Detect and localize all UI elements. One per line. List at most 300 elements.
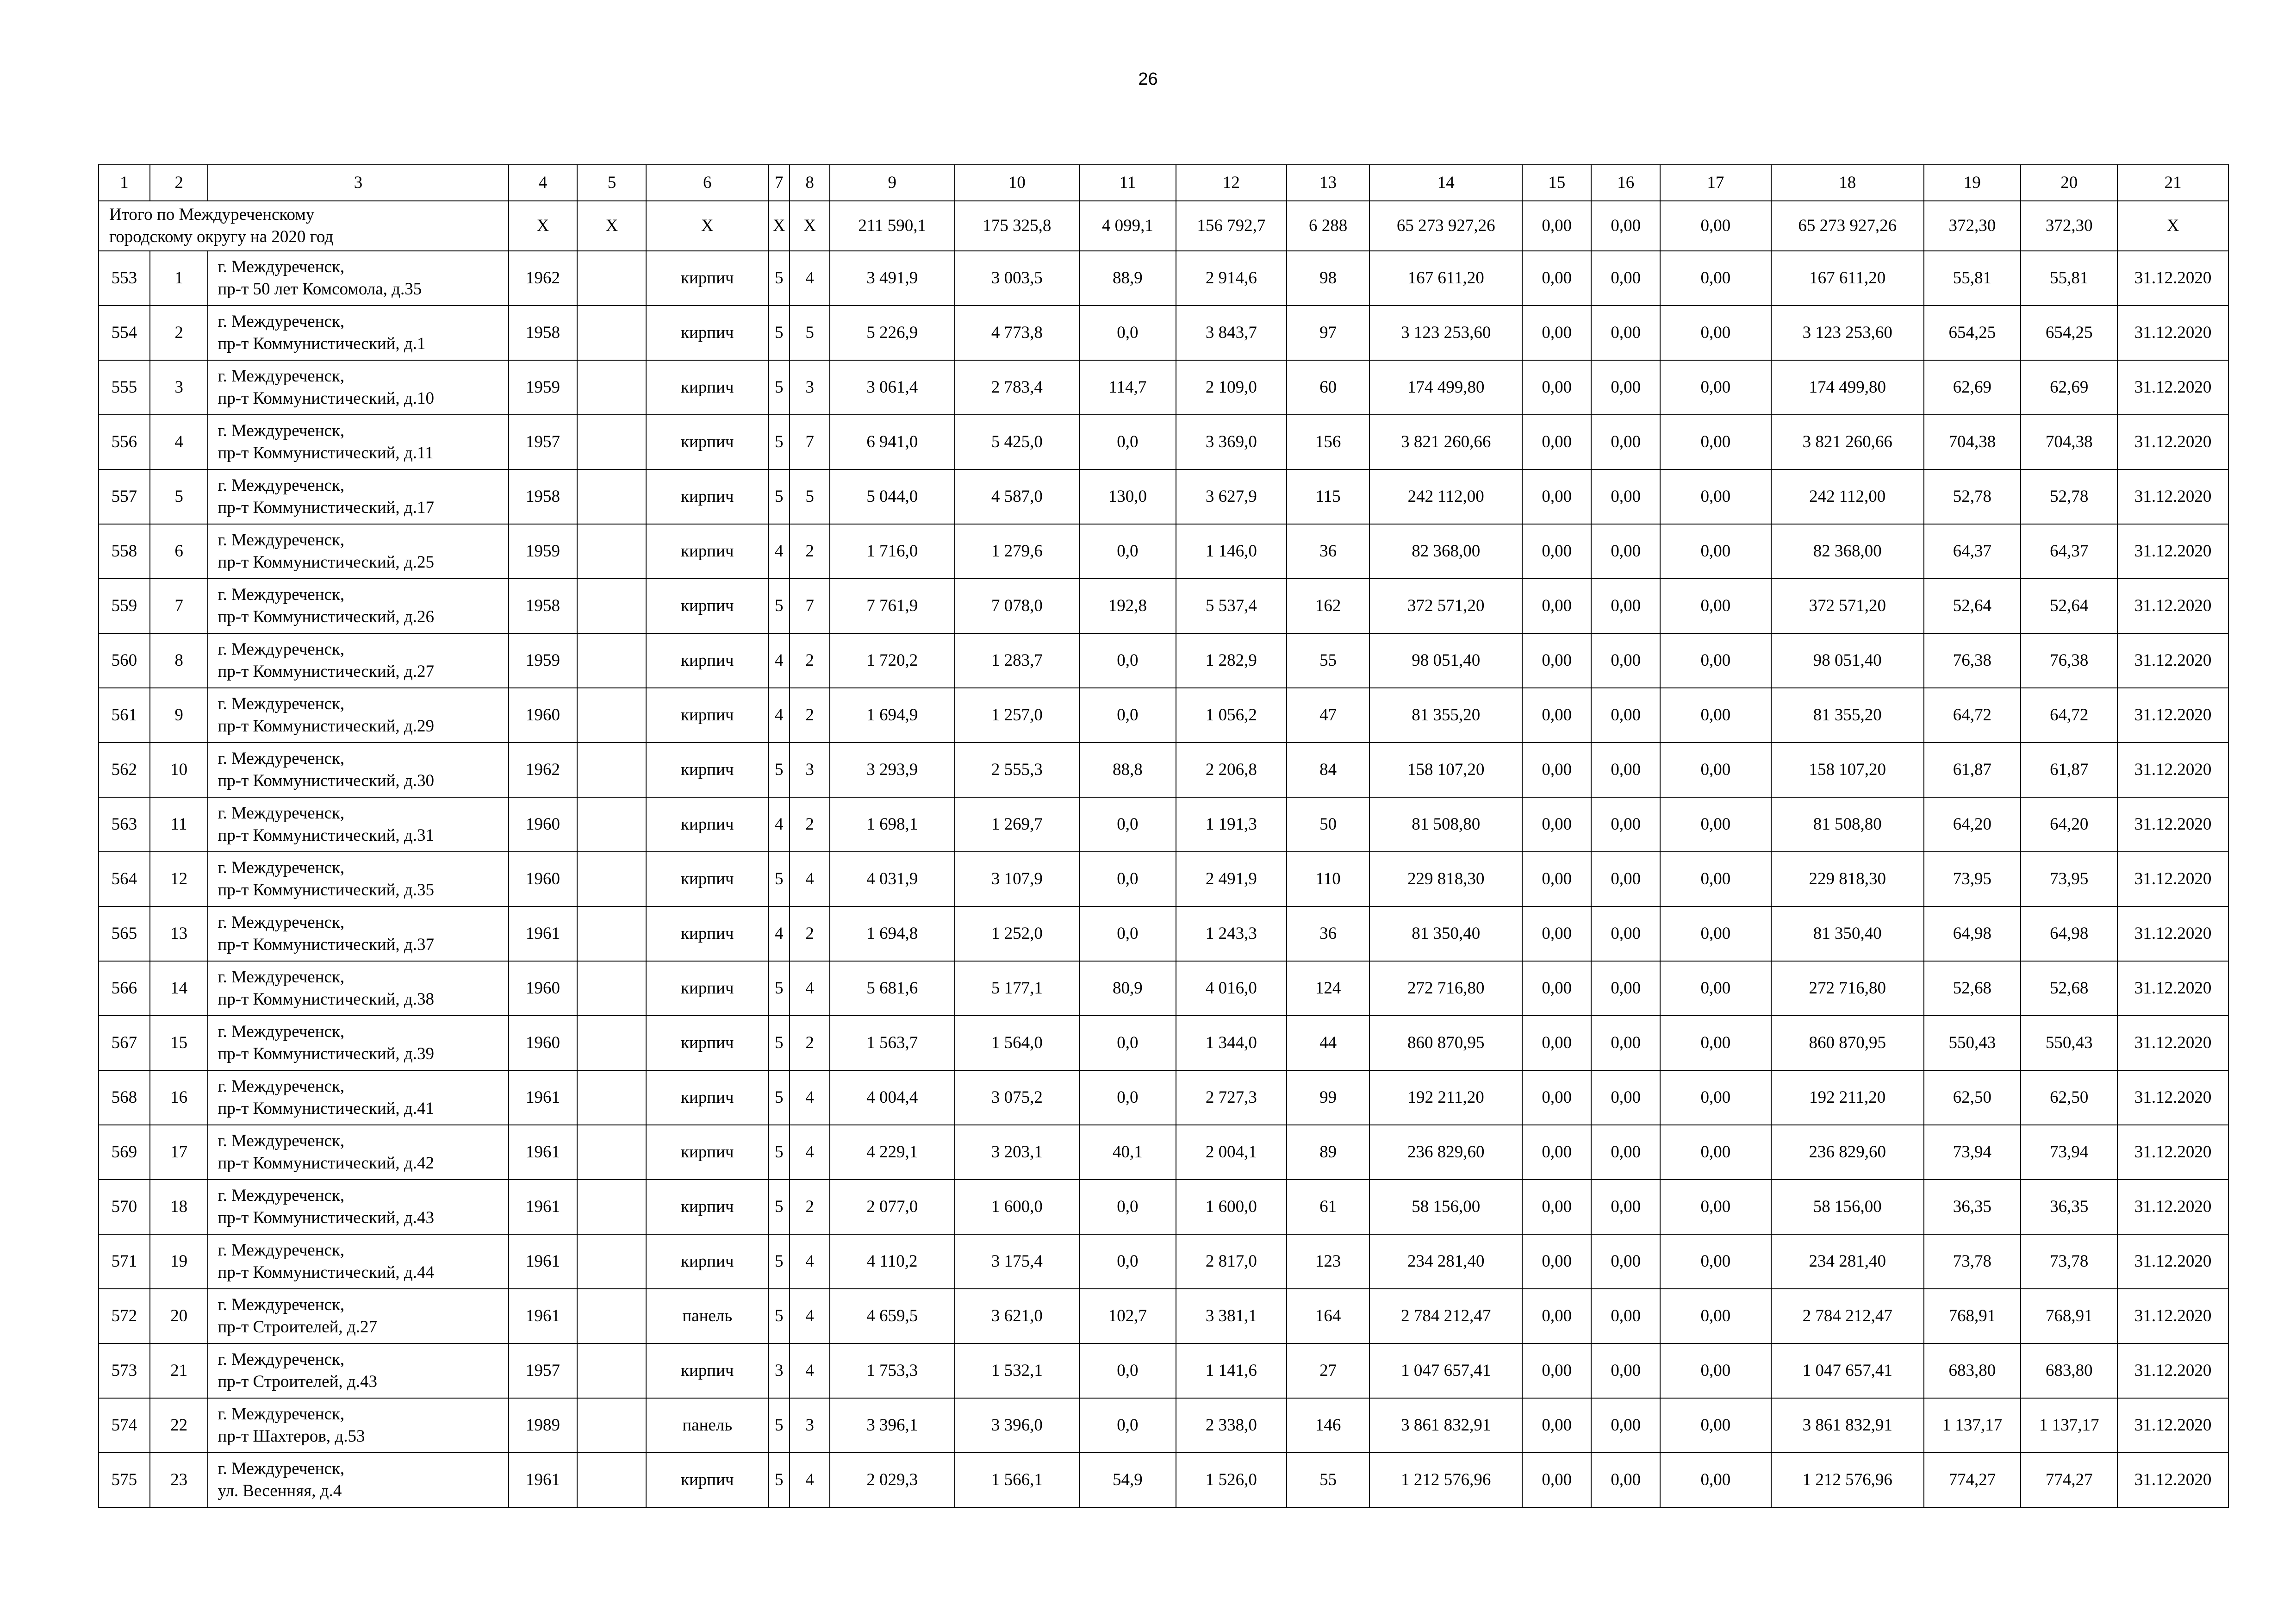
cell-col-11: 54,9 (1079, 1453, 1176, 1507)
cell-col-8: 2 (790, 797, 830, 852)
address-city: г. Междуреченск, (218, 858, 345, 877)
cell-col-4: 1958 (509, 579, 578, 633)
total-cell-col-13: 6 288 (1287, 201, 1369, 251)
address-street: пр-т Коммунистический, д.25 (218, 553, 434, 572)
table-row (99, 579, 2228, 633)
cell-col-13: 44 (1287, 1016, 1369, 1070)
cell-col-18: 860 870,95 (1771, 1016, 1924, 1070)
table-row (99, 360, 2228, 415)
cell-col-16: 0,00 (1591, 1070, 1660, 1125)
cell-col-15: 0,00 (1522, 306, 1591, 360)
cell-col-18: 81 355,20 (1771, 688, 1924, 743)
cell-col-8: 4 (790, 852, 830, 906)
cell-col-6: кирпич (646, 524, 768, 579)
cell-col-4: 1959 (509, 360, 578, 415)
cell-col-20: 73,94 (2021, 1125, 2117, 1180)
cell-col-15: 0,00 (1522, 469, 1591, 524)
cell-col-11: 114,7 (1079, 360, 1176, 415)
address-city: г. Междуреченск, (218, 694, 345, 713)
address-cell (208, 1016, 508, 1070)
address-cell (208, 633, 508, 688)
cell-col-8: 2 (790, 633, 830, 688)
cell-col-17: 0,00 (1660, 360, 1771, 415)
cell-col-21: 31.12.2020 (2117, 1343, 2228, 1398)
cell-col-11: 88,9 (1079, 251, 1176, 306)
cell-col-20: 73,95 (2021, 852, 2117, 906)
cell-col-8: 4 (790, 961, 830, 1016)
cell-col-13: 146 (1287, 1398, 1369, 1453)
cell-col-6: кирпич (646, 906, 768, 961)
cell-col-12: 2 817,0 (1176, 1234, 1287, 1289)
cell-col-14: 82 368,00 (1369, 524, 1522, 579)
cell-col-17: 0,00 (1660, 1453, 1771, 1507)
cell-col-1: 557 (99, 469, 150, 524)
address-cell (208, 1398, 508, 1453)
cell-col-10: 5 177,1 (955, 961, 1080, 1016)
cell-col-2: 6 (150, 524, 208, 579)
cell-col-6: кирпич (646, 1070, 768, 1125)
cell-col-10: 3 075,2 (955, 1070, 1080, 1125)
cell-col-21: 31.12.2020 (2117, 1234, 2228, 1289)
cell-col-8: 4 (790, 1070, 830, 1125)
cell-col-10: 1 283,7 (955, 633, 1080, 688)
cell-col-14: 167 611,20 (1369, 251, 1522, 306)
cell-col-20: 52,68 (2021, 961, 2117, 1016)
address-cell (208, 1180, 508, 1234)
cell-col-6: кирпич (646, 688, 768, 743)
cell-col-20: 52,64 (2021, 579, 2117, 633)
cell-col-10: 3 175,4 (955, 1234, 1080, 1289)
cell-col-21: 31.12.2020 (2117, 688, 2228, 743)
cell-col-10: 1 279,6 (955, 524, 1080, 579)
cell-col-5 (577, 633, 646, 688)
column-number-3: 3 (208, 165, 508, 201)
cell-col-12: 1 344,0 (1176, 1016, 1287, 1070)
address-cell (208, 743, 508, 797)
cell-col-14: 242 112,00 (1369, 469, 1522, 524)
cell-col-10: 3 107,9 (955, 852, 1080, 906)
cell-col-19: 73,94 (1924, 1125, 2021, 1180)
cell-col-7: 5 (768, 1016, 790, 1070)
table-row (99, 906, 2228, 961)
address-cell (208, 961, 508, 1016)
cell-col-2: 9 (150, 688, 208, 743)
table-row (99, 1016, 2228, 1070)
cell-col-6: кирпич (646, 852, 768, 906)
cell-col-13: 55 (1287, 1453, 1369, 1507)
cell-col-5 (577, 961, 646, 1016)
table-row (99, 961, 2228, 1016)
cell-col-11: 80,9 (1079, 961, 1176, 1016)
cell-col-9: 1 716,0 (830, 524, 955, 579)
cell-col-14: 229 818,30 (1369, 852, 1522, 906)
cell-col-5 (577, 524, 646, 579)
cell-col-1: 570 (99, 1180, 150, 1234)
address-city: г. Междуреченск, (218, 1131, 345, 1150)
cell-col-13: 124 (1287, 961, 1369, 1016)
cell-col-20: 64,20 (2021, 797, 2117, 852)
cell-col-20: 36,35 (2021, 1180, 2117, 1234)
cell-col-13: 61 (1287, 1180, 1369, 1234)
cell-col-1: 556 (99, 415, 150, 469)
total-cell-col-5: X (577, 201, 646, 251)
cell-col-9: 1 694,8 (830, 906, 955, 961)
address-street: пр-т Коммунистический, д.39 (218, 1044, 434, 1063)
table-row (99, 251, 2228, 306)
cell-col-15: 0,00 (1522, 633, 1591, 688)
cell-col-9: 1 563,7 (830, 1016, 955, 1070)
cell-col-11: 0,0 (1079, 415, 1176, 469)
cell-col-9: 4 229,1 (830, 1125, 955, 1180)
cell-col-10: 5 425,0 (955, 415, 1080, 469)
cell-col-16: 0,00 (1591, 906, 1660, 961)
cell-col-12: 2 004,1 (1176, 1125, 1287, 1180)
cell-col-16: 0,00 (1591, 1016, 1660, 1070)
cell-col-19: 73,95 (1924, 852, 2021, 906)
cell-col-9: 1 694,9 (830, 688, 955, 743)
cell-col-2: 8 (150, 633, 208, 688)
cell-col-20: 64,72 (2021, 688, 2117, 743)
cell-col-6: кирпич (646, 415, 768, 469)
cell-col-5 (577, 579, 646, 633)
cell-col-18: 272 716,80 (1771, 961, 1924, 1016)
address-street: пр-т Шахтеров, д.53 (218, 1427, 365, 1446)
cell-col-7: 5 (768, 469, 790, 524)
address-city: г. Междуреченск, (218, 1186, 345, 1205)
cell-col-17: 0,00 (1660, 1234, 1771, 1289)
cell-col-18: 81 350,40 (1771, 906, 1924, 961)
cell-col-5 (577, 906, 646, 961)
cell-col-9: 2 077,0 (830, 1180, 955, 1234)
address-city: г. Междуреченск, (218, 585, 345, 604)
cell-col-14: 58 156,00 (1369, 1180, 1522, 1234)
cell-col-21: 31.12.2020 (2117, 1453, 2228, 1507)
cell-col-8: 4 (790, 1343, 830, 1398)
total-cell-col-10: 175 325,8 (955, 201, 1080, 251)
table-row (99, 688, 2228, 743)
cell-col-21: 31.12.2020 (2117, 251, 2228, 306)
cell-col-6: кирпич (646, 1453, 768, 1507)
cell-col-17: 0,00 (1660, 469, 1771, 524)
cell-col-16: 0,00 (1591, 469, 1660, 524)
cell-col-13: 47 (1287, 688, 1369, 743)
cell-col-4: 1959 (509, 524, 578, 579)
column-number-19: 19 (1924, 165, 2021, 201)
address-city: г. Междуреченск, (218, 1241, 345, 1260)
cell-col-20: 768,91 (2021, 1289, 2117, 1343)
cell-col-6: кирпич (646, 1180, 768, 1234)
cell-col-5 (577, 415, 646, 469)
cell-col-1: 569 (99, 1125, 150, 1180)
cell-col-14: 192 211,20 (1369, 1070, 1522, 1125)
cell-col-2: 14 (150, 961, 208, 1016)
table-row (99, 633, 2228, 688)
total-cell-col-6: X (646, 201, 768, 251)
cell-col-7: 4 (768, 633, 790, 688)
cell-col-17: 0,00 (1660, 1398, 1771, 1453)
total-cell-col-15: 0,00 (1522, 201, 1591, 251)
cell-col-21: 31.12.2020 (2117, 852, 2228, 906)
address-city: г. Междуреченск, (218, 531, 345, 550)
cell-col-13: 36 (1287, 906, 1369, 961)
cell-col-19: 52,68 (1924, 961, 2021, 1016)
cell-col-5 (577, 251, 646, 306)
cell-col-4: 1960 (509, 961, 578, 1016)
cell-col-4: 1960 (509, 852, 578, 906)
table-row (99, 415, 2228, 469)
cell-col-11: 0,0 (1079, 524, 1176, 579)
cell-col-15: 0,00 (1522, 688, 1591, 743)
cell-col-2: 1 (150, 251, 208, 306)
cell-col-1: 573 (99, 1343, 150, 1398)
cell-col-17: 0,00 (1660, 251, 1771, 306)
cell-col-20: 62,69 (2021, 360, 2117, 415)
cell-col-13: 123 (1287, 1234, 1369, 1289)
address-city: г. Междуреченск, (218, 749, 345, 768)
cell-col-14: 81 355,20 (1369, 688, 1522, 743)
cell-col-7: 5 (768, 1398, 790, 1453)
cell-col-4: 1959 (509, 633, 578, 688)
cell-col-4: 1958 (509, 469, 578, 524)
cell-col-4: 1962 (509, 743, 578, 797)
cell-col-21: 31.12.2020 (2117, 1016, 2228, 1070)
cell-col-1: 564 (99, 852, 150, 906)
cell-col-14: 2 784 212,47 (1369, 1289, 1522, 1343)
table-row (99, 1289, 2228, 1343)
cell-col-20: 550,43 (2021, 1016, 2117, 1070)
total-cell-col-9: 211 590,1 (830, 201, 955, 251)
cell-col-17: 0,00 (1660, 797, 1771, 852)
cell-col-7: 3 (768, 1343, 790, 1398)
cell-col-2: 3 (150, 360, 208, 415)
cell-col-12: 3 627,9 (1176, 469, 1287, 524)
address-cell (208, 688, 508, 743)
cell-col-5 (577, 1453, 646, 1507)
cell-col-2: 13 (150, 906, 208, 961)
cell-col-21: 31.12.2020 (2117, 906, 2228, 961)
cell-col-19: 55,81 (1924, 251, 2021, 306)
cell-col-10: 4 773,8 (955, 306, 1080, 360)
address-cell (208, 469, 508, 524)
cell-col-18: 192 211,20 (1771, 1070, 1924, 1125)
address-city: г. Междуреченск, (218, 640, 345, 659)
address-cell (208, 852, 508, 906)
cell-col-11: 130,0 (1079, 469, 1176, 524)
table-row (99, 852, 2228, 906)
column-number-17: 17 (1660, 165, 1771, 201)
cell-col-19: 62,50 (1924, 1070, 2021, 1125)
cell-col-18: 98 051,40 (1771, 633, 1924, 688)
cell-col-6: кирпич (646, 1234, 768, 1289)
cell-col-8: 5 (790, 306, 830, 360)
cell-col-12: 1 141,6 (1176, 1343, 1287, 1398)
cell-col-15: 0,00 (1522, 1289, 1591, 1343)
cell-col-18: 1 212 576,96 (1771, 1453, 1924, 1507)
cell-col-7: 4 (768, 797, 790, 852)
cell-col-5 (577, 1016, 646, 1070)
cell-col-13: 55 (1287, 633, 1369, 688)
cell-col-7: 5 (768, 961, 790, 1016)
cell-col-13: 36 (1287, 524, 1369, 579)
cell-col-19: 64,20 (1924, 797, 2021, 852)
cell-col-20: 654,25 (2021, 306, 2117, 360)
cell-col-10: 1 252,0 (955, 906, 1080, 961)
cell-col-18: 242 112,00 (1771, 469, 1924, 524)
cell-col-8: 4 (790, 1289, 830, 1343)
cell-col-20: 64,37 (2021, 524, 2117, 579)
cell-col-14: 236 829,60 (1369, 1125, 1522, 1180)
table-row (99, 1180, 2228, 1234)
cell-col-1: 561 (99, 688, 150, 743)
address-cell (208, 797, 508, 852)
cell-col-14: 1 047 657,41 (1369, 1343, 1522, 1398)
cell-col-2: 5 (150, 469, 208, 524)
cell-col-17: 0,00 (1660, 688, 1771, 743)
cell-col-4: 1962 (509, 251, 578, 306)
address-city: г. Междуреченск, (218, 968, 345, 987)
cell-col-20: 64,98 (2021, 906, 2117, 961)
cell-col-9: 1 753,3 (830, 1343, 955, 1398)
cell-col-13: 50 (1287, 797, 1369, 852)
cell-col-8: 2 (790, 1016, 830, 1070)
cell-col-15: 0,00 (1522, 1234, 1591, 1289)
cell-col-16: 0,00 (1591, 961, 1660, 1016)
cell-col-8: 7 (790, 415, 830, 469)
cell-col-16: 0,00 (1591, 633, 1660, 688)
total-cell-col-18: 65 273 927,26 (1771, 201, 1924, 251)
column-number-21: 21 (2117, 165, 2228, 201)
cell-col-9: 4 110,2 (830, 1234, 955, 1289)
cell-col-20: 61,87 (2021, 743, 2117, 797)
column-number-12: 12 (1176, 165, 1287, 201)
cell-col-5 (577, 1343, 646, 1398)
cell-col-10: 3 396,0 (955, 1398, 1080, 1453)
cell-col-17: 0,00 (1660, 906, 1771, 961)
cell-col-4: 1961 (509, 1070, 578, 1125)
cell-col-9: 5 226,9 (830, 306, 955, 360)
cell-col-13: 115 (1287, 469, 1369, 524)
cell-col-16: 0,00 (1591, 1343, 1660, 1398)
cell-col-20: 55,81 (2021, 251, 2117, 306)
total-cell-col-8: X (790, 201, 830, 251)
cell-col-21: 31.12.2020 (2117, 1125, 2228, 1180)
page-number: 26 (1138, 69, 1158, 89)
cell-col-15: 0,00 (1522, 524, 1591, 579)
column-number-20: 20 (2021, 165, 2117, 201)
cell-col-13: 164 (1287, 1289, 1369, 1343)
cell-col-11: 88,8 (1079, 743, 1176, 797)
cell-col-11: 0,0 (1079, 688, 1176, 743)
cell-col-11: 0,0 (1079, 633, 1176, 688)
cell-col-2: 2 (150, 306, 208, 360)
cell-col-6: кирпич (646, 306, 768, 360)
cell-col-16: 0,00 (1591, 579, 1660, 633)
cell-col-15: 0,00 (1522, 415, 1591, 469)
column-number-4: 4 (509, 165, 578, 201)
cell-col-12: 1 282,9 (1176, 633, 1287, 688)
cell-col-17: 0,00 (1660, 415, 1771, 469)
cell-col-9: 7 761,9 (830, 579, 955, 633)
cell-col-12: 2 491,9 (1176, 852, 1287, 906)
cell-col-18: 3 123 253,60 (1771, 306, 1924, 360)
cell-col-13: 84 (1287, 743, 1369, 797)
cell-col-16: 0,00 (1591, 306, 1660, 360)
cell-col-14: 81 350,40 (1369, 906, 1522, 961)
cell-col-12: 3 369,0 (1176, 415, 1287, 469)
cell-col-10: 1 600,0 (955, 1180, 1080, 1234)
cell-col-20: 704,38 (2021, 415, 2117, 469)
cell-col-11: 102,7 (1079, 1289, 1176, 1343)
address-city: г. Междуреченск, (218, 1295, 345, 1314)
cell-col-4: 1961 (509, 1453, 578, 1507)
cell-col-7: 5 (768, 579, 790, 633)
cell-col-4: 1960 (509, 688, 578, 743)
cell-col-17: 0,00 (1660, 1289, 1771, 1343)
cell-col-16: 0,00 (1591, 415, 1660, 469)
cell-col-12: 2 727,3 (1176, 1070, 1287, 1125)
cell-col-4: 1960 (509, 797, 578, 852)
cell-col-19: 704,38 (1924, 415, 2021, 469)
cell-col-2: 21 (150, 1343, 208, 1398)
cell-col-7: 4 (768, 524, 790, 579)
cell-col-19: 774,27 (1924, 1453, 2021, 1507)
cell-col-16: 0,00 (1591, 1289, 1660, 1343)
cell-col-14: 372 571,20 (1369, 579, 1522, 633)
column-number-18: 18 (1771, 165, 1924, 201)
column-number-15: 15 (1522, 165, 1591, 201)
address-street: пр-т Коммунистический, д.11 (218, 443, 434, 462)
data-table (98, 164, 2229, 1508)
cell-col-14: 3 861 832,91 (1369, 1398, 1522, 1453)
address-cell (208, 1343, 508, 1398)
address-cell (208, 251, 508, 306)
table-row (99, 469, 2228, 524)
cell-col-18: 236 829,60 (1771, 1125, 1924, 1180)
cell-col-5 (577, 306, 646, 360)
cell-col-17: 0,00 (1660, 633, 1771, 688)
cell-col-7: 5 (768, 1234, 790, 1289)
cell-col-21: 31.12.2020 (2117, 469, 2228, 524)
cell-col-8: 4 (790, 251, 830, 306)
cell-col-21: 31.12.2020 (2117, 360, 2228, 415)
cell-col-15: 0,00 (1522, 1070, 1591, 1125)
cell-col-11: 40,1 (1079, 1125, 1176, 1180)
cell-col-21: 31.12.2020 (2117, 1398, 2228, 1453)
total-row (99, 201, 2228, 251)
cell-col-18: 234 281,40 (1771, 1234, 1924, 1289)
cell-col-9: 3 293,9 (830, 743, 955, 797)
total-label-line2: городскому округу на 2020 год (109, 227, 334, 246)
cell-col-14: 860 870,95 (1369, 1016, 1522, 1070)
column-number-14: 14 (1369, 165, 1522, 201)
cell-col-13: 99 (1287, 1070, 1369, 1125)
cell-col-12: 1 243,3 (1176, 906, 1287, 961)
address-city: г. Междуреченск, (218, 1459, 345, 1478)
cell-col-5 (577, 1070, 646, 1125)
cell-col-21: 31.12.2020 (2117, 524, 2228, 579)
cell-col-9: 4 031,9 (830, 852, 955, 906)
address-city: г. Междуреченск, (218, 476, 345, 495)
address-street: пр-т Коммунистический, д.17 (218, 498, 434, 517)
cell-col-21: 31.12.2020 (2117, 961, 2228, 1016)
cell-col-15: 0,00 (1522, 852, 1591, 906)
cell-col-15: 0,00 (1522, 743, 1591, 797)
cell-col-4: 1960 (509, 1016, 578, 1070)
cell-col-1: 575 (99, 1453, 150, 1507)
cell-col-18: 82 368,00 (1771, 524, 1924, 579)
cell-col-20: 52,78 (2021, 469, 2117, 524)
cell-col-21: 31.12.2020 (2117, 415, 2228, 469)
